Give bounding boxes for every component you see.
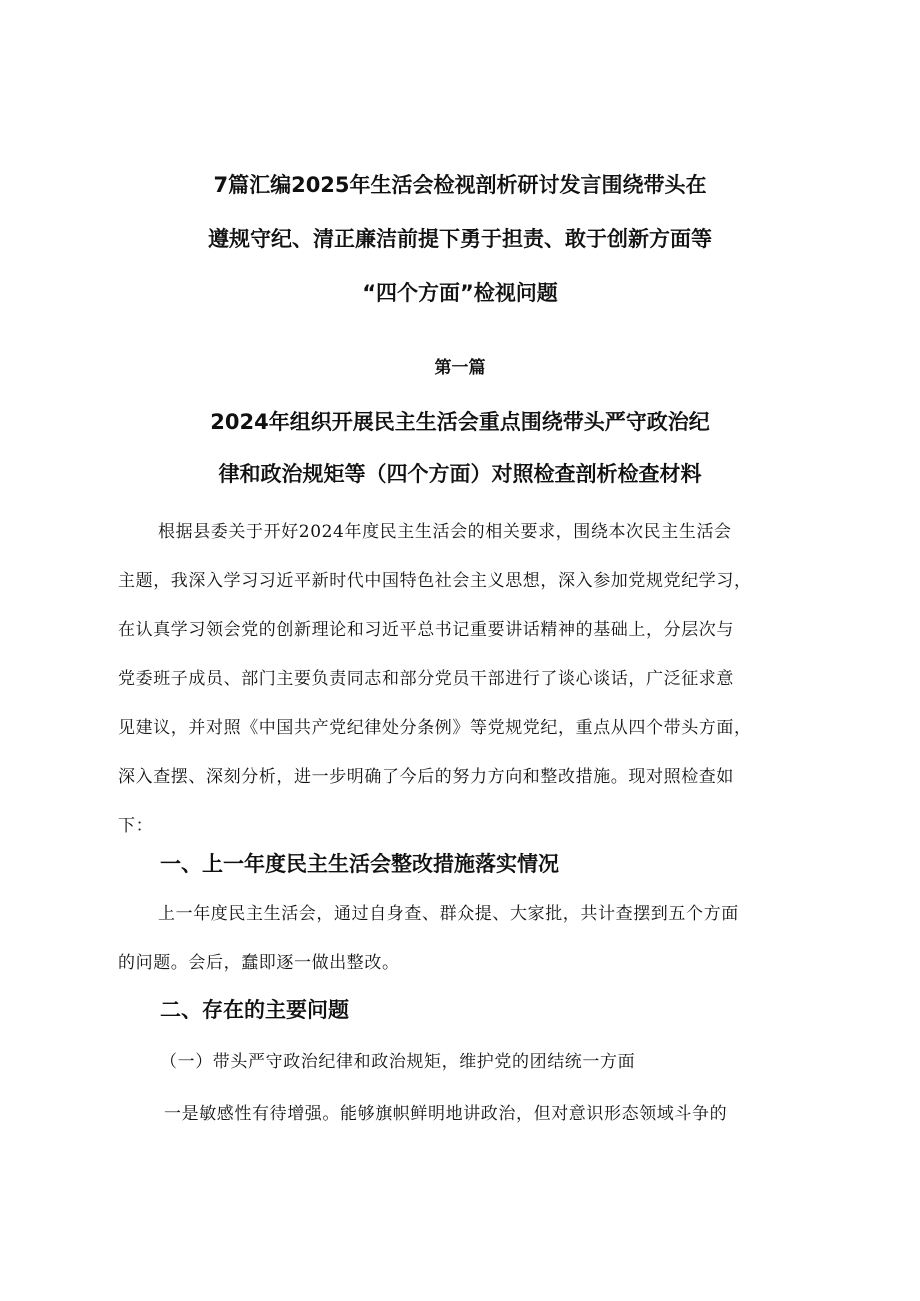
- part-title-line: 2024年组织开展民主生活会重点围绕带头严守政治纪: [210, 410, 710, 434]
- paragraph-line: 一是敏感性有待增强。能够旗帜鲜明地讲政治，但对意识形态领域斗争的: [164, 1104, 728, 1124]
- title-line: 7篇汇编2025年生活会检视剖析研讨发言围绕带头在: [213, 173, 707, 197]
- paragraph-line: 主题，我深入学习习近平新时代中国特色社会主义思想，深入参加党规党纪学习，: [118, 571, 752, 591]
- paragraph-line: 上一年度民主生活会，通过自身查、群众提、大家批，共计查摆到五个方面: [158, 904, 739, 924]
- paragraph-line: 下：: [118, 816, 154, 836]
- part-title-line: 律和政治规矩等（四个方面）对照检查剖析检查材料: [218, 462, 702, 486]
- section-heading-1: 一、上一年度民主生活会整改措施落实情况: [160, 852, 559, 876]
- sub1-paragraph: [118, 1090, 818, 1139]
- paragraph-line: 党委班子成员、部门主要负责同志和部分党员干部进行了谈心谈话，广泛征求意: [118, 669, 734, 689]
- section-heading-2: 二、存在的主要问题: [160, 998, 349, 1022]
- paragraph-line: 的问题。会后，蠢即逐一做出整改。: [118, 953, 400, 973]
- part-title: [80, 396, 840, 500]
- part-label: 第一篇: [434, 358, 486, 378]
- paragraph-line: 见建议，并对照《中国共产党纪律处分条例》等党规党纪，重点从四个带头方面，: [118, 718, 752, 738]
- title-line: 遵规守纪、清正廉洁前提下勇于担责、敢于创新方面等: [208, 227, 712, 251]
- paragraph-line: 根据县委关于开好2024年度民主生活会的相关要求，围绕本次民主生活会: [158, 522, 732, 542]
- document-title: [80, 158, 840, 320]
- title-line: “四个方面”检视问题: [362, 281, 558, 305]
- intro-paragraph: [118, 508, 818, 851]
- section1-paragraph: [118, 890, 818, 988]
- subsection-heading-1: （一）带头严守政治纪律和政治规矩，维护党的团结统一方面: [160, 1052, 636, 1072]
- paragraph-line: 在认真学习领会党的创新理论和习近平总书记重要讲话精神的基础上，分层次与: [118, 620, 734, 640]
- paragraph-line: 深入查摆、深刻分析，进一步明确了今后的努力方向和整改措施。现对照检查如: [118, 767, 734, 787]
